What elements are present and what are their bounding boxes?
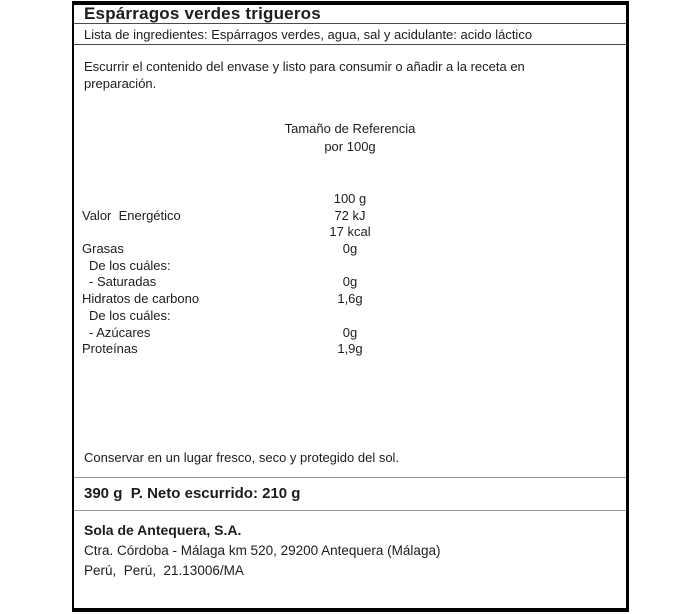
reference-size-header xyxy=(74,120,626,156)
table-row xyxy=(74,274,626,291)
reference-size-line2: por 100g xyxy=(324,139,376,154)
net-weight-line: 390 g P. Neto escurrido: 210 g xyxy=(84,485,301,502)
product-title: Espárragos verdes trigueros xyxy=(84,4,321,23)
reference-size-line1: Tamaño de Referencia xyxy=(284,121,416,136)
nutrition-row-label: De los cuáles: xyxy=(89,307,171,323)
table-row xyxy=(74,291,626,308)
nutrition-row-value: 72 kJ xyxy=(334,207,366,223)
manufacturer-name: Sola de Antequera, S.A. xyxy=(84,522,242,538)
nutrition-row-label: Grasas xyxy=(82,241,124,257)
product-label-box xyxy=(72,1,629,612)
table-row xyxy=(74,241,626,258)
manufacturer-address: Ctra. Córdoba - Málaga km 520, 29200 Antequera (Málaga) xyxy=(84,543,441,558)
nutrition-column-header-row xyxy=(74,191,626,208)
nutrition-row-value: 1,6g xyxy=(337,291,363,307)
nutrition-column-header: 100 g xyxy=(333,191,367,206)
nutrition-row-value: 1,9g xyxy=(337,341,363,357)
divider-above-net-weight xyxy=(74,477,626,478)
divider-under-ingredients xyxy=(74,44,626,45)
nutrition-row-label: De los cuáles: xyxy=(89,257,171,273)
ingredients-line: Lista de ingredientes: Espárragos verdes, agua, sal y acidulante: acido láctico xyxy=(84,27,533,42)
table-row xyxy=(74,224,626,241)
nutrition-row-label: Valor Energético xyxy=(82,207,181,223)
nutrition-row-label: Hidratos de carbono xyxy=(82,291,200,307)
storage-instructions: Conservar en un lugar fresco, seco y protegido del sol. xyxy=(84,450,400,465)
table-row xyxy=(74,258,626,275)
table-row xyxy=(74,208,626,225)
nutrition-row-label: - Azúcares xyxy=(89,324,151,340)
nutrition-row-label: Proteínas xyxy=(82,341,138,357)
nutrition-row-label: - Saturadas xyxy=(89,274,157,290)
nutrition-row-value: 17 kcal xyxy=(329,224,371,240)
divider-above-manufacturer xyxy=(74,510,626,511)
nutrition-table xyxy=(74,191,626,358)
nutrition-row-value: 0g xyxy=(342,274,358,290)
nutrition-row-value: 0g xyxy=(342,241,358,257)
table-row xyxy=(74,325,626,342)
preparation-instructions: Escurrir el contenido del envase y listo para consumir o añadir a la receta en preparación. xyxy=(84,59,525,91)
table-row xyxy=(74,341,626,358)
divider-under-title xyxy=(74,23,626,24)
table-row xyxy=(74,308,626,325)
nutrition-row-value: 0g xyxy=(342,324,358,340)
manufacturer-origin-registry: Perú, Perú, 21.13006/MA xyxy=(84,563,244,578)
